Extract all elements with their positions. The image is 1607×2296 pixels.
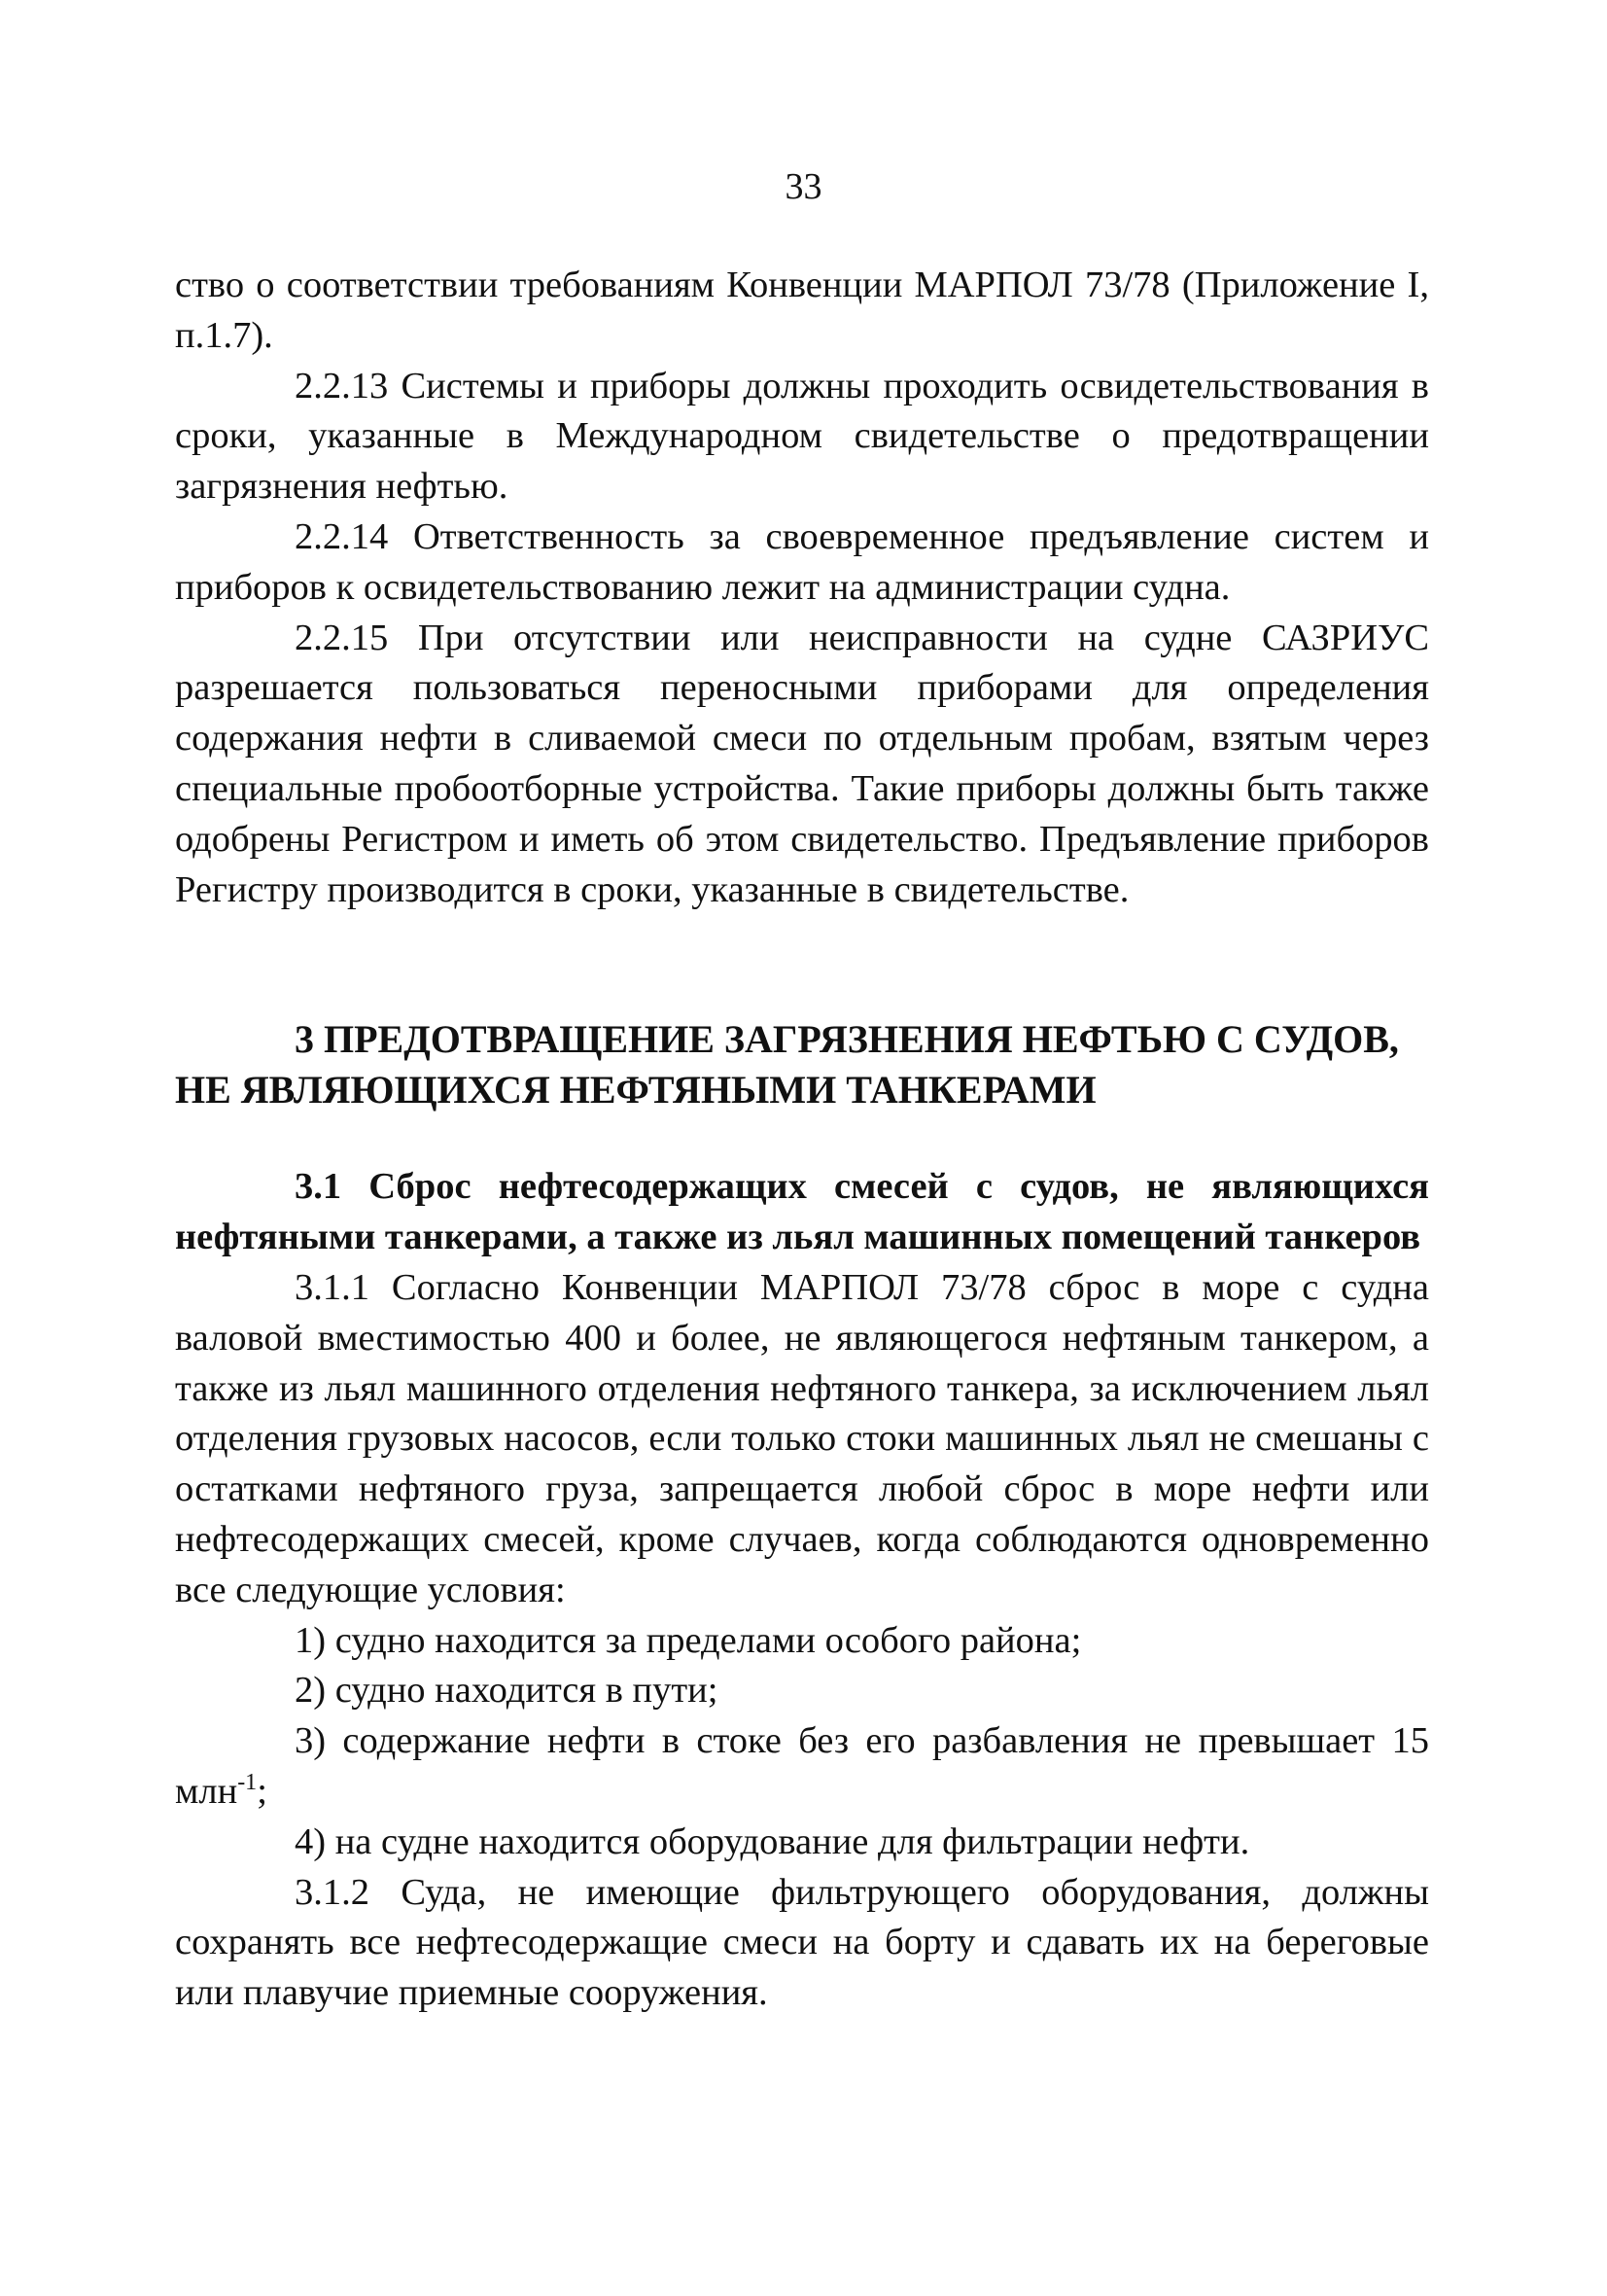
list-item: 1) судно находится за пределами особого района; [295, 1619, 1082, 1661]
list-item: 4) на судне находится оборудование для фильтрации нефти. [295, 1820, 1250, 1862]
condition-text: 3) содержание нефти в стоке без его разбавления не превышает 15 млн [175, 1720, 1429, 1812]
paragraph: ство о соответствии требованиям Конвенции МАРПОЛ 73/78 (Приложение I, п.1.7). [175, 265, 1429, 356]
section-title-line: 3 ПРЕДОТВРАЩЕНИЕ ЗАГРЯЗНЕНИЯ НЕФТЬЮ С СУДОВ, [295, 1017, 1399, 1062]
condition-suffix: ; [257, 1770, 267, 1812]
page-content [175, 261, 1429, 2019]
paragraph: 3.1.2 Суда, не имеющие фильтрующего оборудования, должны сохранять все нефтесодержащие смеси на борту и сдавать их на береговые или плавучие приемные сооружения. [175, 1871, 1429, 2014]
paragraph: 2.2.13 Системы и приборы должны проходить освидетельствования в сроки, указанные в Международном свидетельстве о предотвращении загрязнения нефтью. [175, 365, 1429, 508]
subsection-title: 3.1 Сброс нефтесодержащих смесей с судов, не являющихся нефтяными танкерами, а также из льял машинных помещений танкеров [175, 1166, 1429, 1258]
list-item: 2) судно находится в пути; [295, 1670, 718, 1712]
spacer [175, 1115, 1429, 1162]
paragraph: 3.1.1 Согласно Конвенции МАРПОЛ 73/78 сброс в море с судна валовой вместимостью 400 и более, не являющегося нефтяным танкером, а также из льял машинного отделения нефтяного танкера, за исключением льял отделения грузовых насосов, если только стоки машинных льял не смешаны с остатками нефтяного груза, запрещается любой сброс в море нефти или нефтесодержащих смесей, кроме случаев, когда соблюдаются одновременно все следующие условия: [175, 1266, 1429, 1610]
paragraph: 2.2.14 Ответственность за своевременное предъявление систем и приборов к освидетельствованию лежит на администрации судна. [175, 515, 1429, 608]
spacer [175, 915, 1429, 1014]
section-title-line: НЕ ЯВЛЯЮЩИХСЯ НЕФТЯНЫМИ ТАНКЕРАМИ [175, 1068, 1097, 1113]
page-number: 33 [785, 166, 822, 207]
exponent: -1 [237, 1770, 258, 1796]
list-item [175, 1716, 1429, 1818]
section-title [175, 1014, 1429, 1115]
paragraph: 2.2.15 При отсутствии или неисправности на судне САЗРИУС разрешается пользоваться переносными приборами для определения содержания нефти в сливаемой смеси по отдельным пробам, взятым через специальные пробоотборные устройства. Такие приборы должны быть также одобрены Регистром и иметь об этом свидетельство. Предъявление приборов Регистру производится в сроки, указанные в свидетельстве. [175, 617, 1429, 910]
